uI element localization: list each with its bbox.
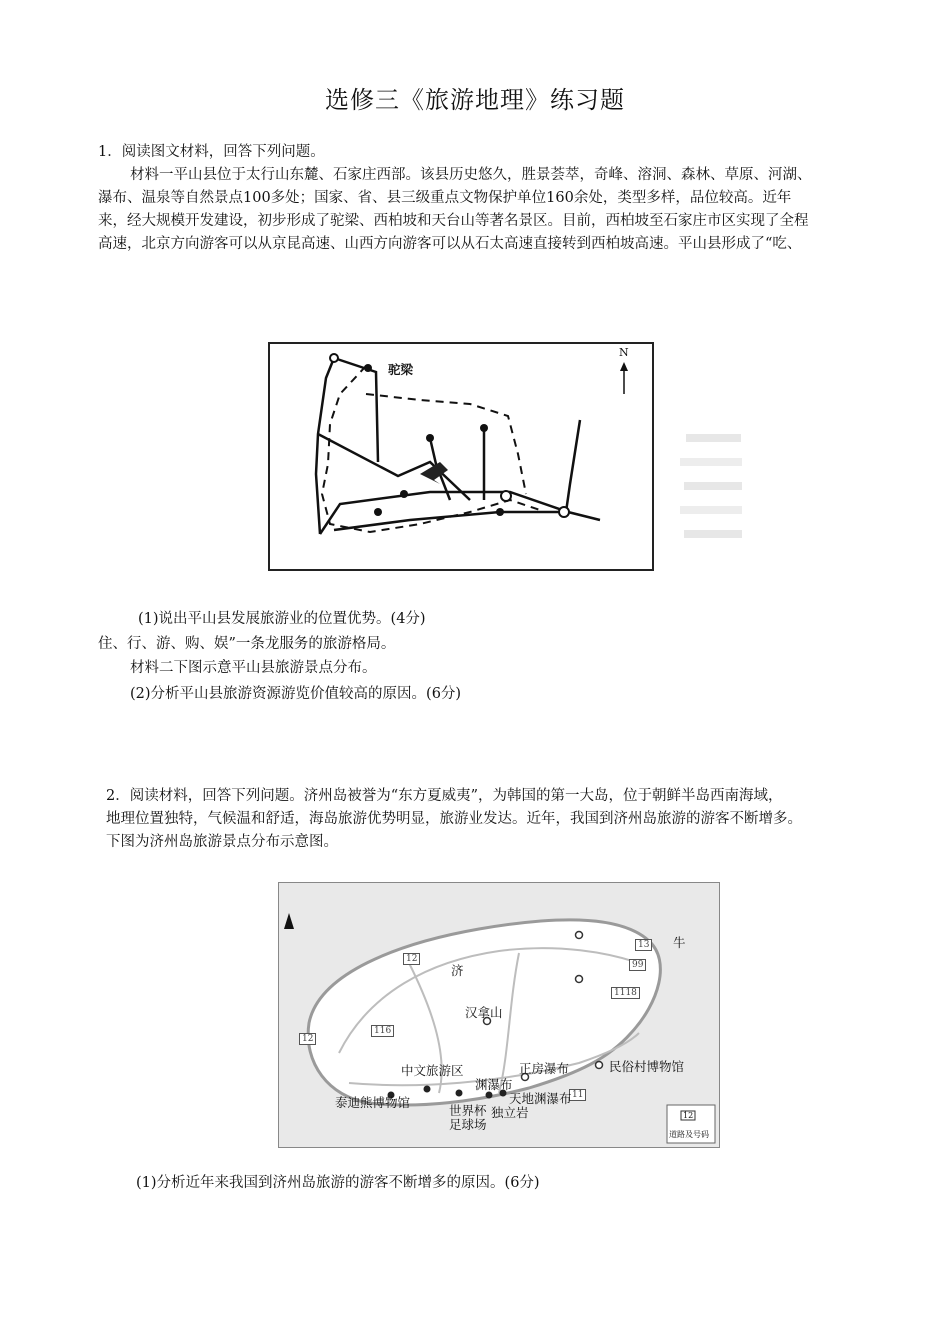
q1-line-4: 高速，北京方向游客可以从京昆高速、山西方向游客可以从石太高速直接转到西柏坡高速。平山县形成了“吃、 <box>98 236 802 252</box>
label-duli: 独立岩 <box>491 1105 529 1120</box>
road-number: 13 <box>635 939 652 951</box>
road-number: 12 <box>403 953 420 965</box>
road-number: 12 <box>299 1033 316 1045</box>
label-jeju: 济 <box>451 963 464 978</box>
q2-sub1: (1)分析近年来我国到济州岛旅游的游客不断增多的原因。(6分) <box>136 1175 540 1191</box>
label-worldcup: 世界杯 <box>449 1103 487 1118</box>
label-minsu: 民俗村博物馆 <box>609 1059 685 1074</box>
q1-sub1: (1)说出平山县发展旅游业的位置优势。(4分) <box>138 611 426 627</box>
label-zhengfang: 正房瀑布 <box>519 1061 570 1076</box>
label-tiandi: 天地渊瀑布 <box>509 1091 572 1106</box>
label-taidi: 泰迪熊博物馆 <box>335 1095 411 1110</box>
north-arrow-icon: N <box>619 346 629 359</box>
q1-line-2: 瀑布、温泉等自然景点100多处；国家、省、县三级重点文物保护单位160余处，类型多样，品位较高。近年 <box>98 190 792 206</box>
legend-label: 道路及号码 <box>669 1130 709 1139</box>
page-title: 选修三《旅游地理》练习题 <box>325 86 625 114</box>
label-football: 足球场 <box>449 1117 487 1132</box>
legend-road-number: 12 <box>683 1111 694 1120</box>
pingshan-map-drawing <box>270 344 652 569</box>
label-cow: 牛 <box>673 935 686 950</box>
q1-intro: 1．阅读图文材料，回答下列问题。 <box>98 144 325 160</box>
q1-sub2: (2)分析平山县旅游资源游览价值较高的原因。(6分) <box>130 686 462 702</box>
label-tuoliang: 驼梁 <box>388 362 414 377</box>
jeju-map <box>278 882 720 1148</box>
q2-line-2: 地理位置独特，气候温和舒适，海岛旅游优势明显，旅游业发达。近年，我国到济州岛旅游的游客不断增多。 <box>106 811 802 827</box>
q1-line-1: 材料一平山县位于太行山东麓、石家庄西部。该县历史悠久，胜景荟萃，奇峰、溶洞、森林、草原、河湖、 <box>130 167 812 183</box>
road-number: 116 <box>371 1025 394 1037</box>
road-number: 1118 <box>611 987 640 999</box>
q1-line-3: 来，经大规模开发建设，初步形成了驼梁、西柏坡和天台山等著名景区。目前，西柏坡至石家庄市区实现了全程 <box>98 213 809 229</box>
q1-material2: 材料二下图示意平山县旅游景点分布。 <box>130 660 377 676</box>
faded-legend <box>676 430 746 560</box>
label-hallasan: 汉拿山 <box>465 1005 503 1020</box>
label-yuan: 渊瀑布 <box>475 1077 513 1092</box>
road-number: 99 <box>629 959 646 971</box>
q2-line-3: 下图为济州岛旅游景点分布示意图。 <box>106 834 338 850</box>
q2-line-1: 2．阅读材料，回答下列问题。济州岛被誉为“东方夏威夷”，为韩国的第一大岛，位于朝鲜半岛西南海域， <box>106 788 783 804</box>
pingshan-map <box>268 342 654 571</box>
q1-continuation: 住、行、游、购、娱”一条龙服务的旅游格局。 <box>98 636 396 652</box>
label-zhongwen: 中文旅游区 <box>401 1063 464 1078</box>
road-number: 11 <box>569 1089 586 1101</box>
